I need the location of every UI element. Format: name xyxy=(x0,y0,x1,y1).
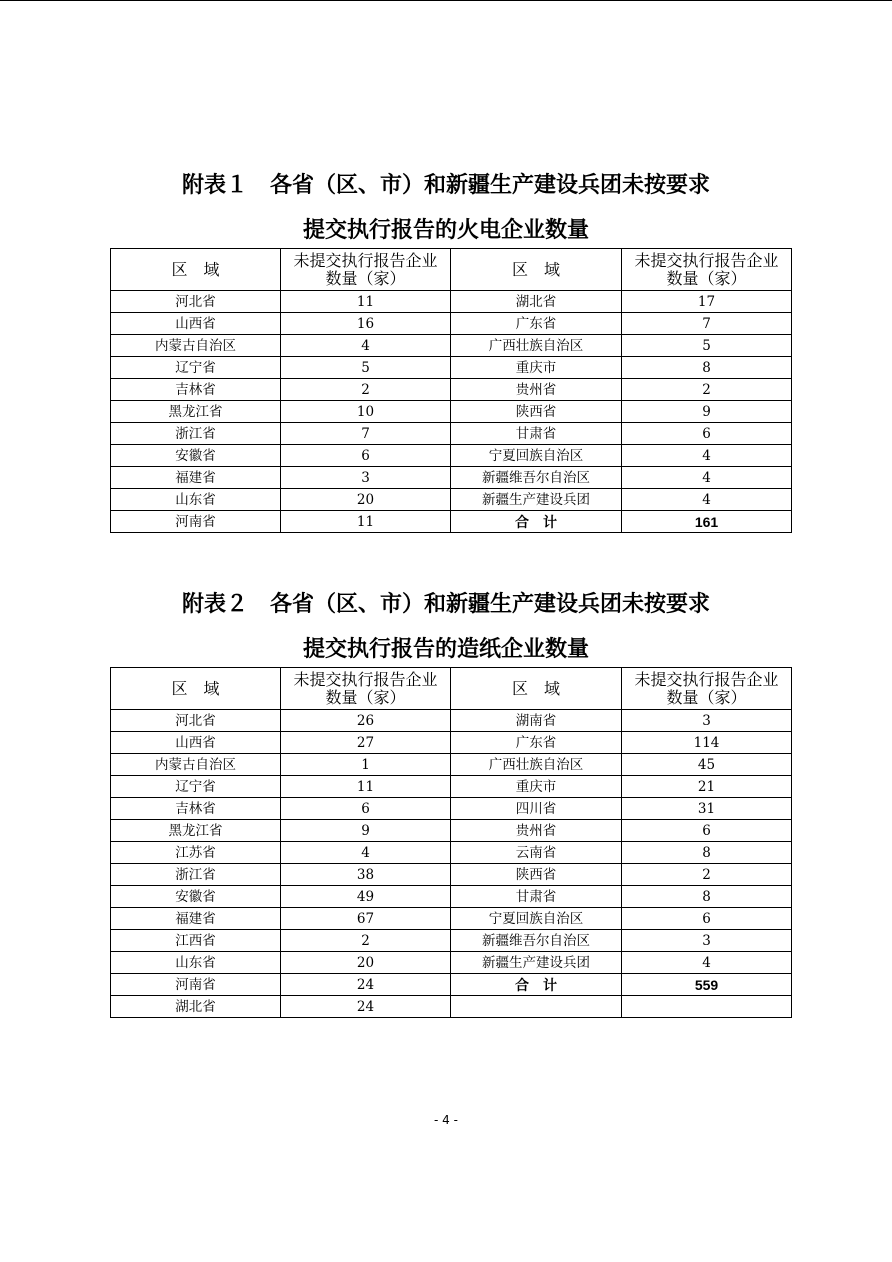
region-cell: 浙江省 xyxy=(111,864,281,886)
count-cell: 4 xyxy=(622,489,792,511)
region-cell: 河北省 xyxy=(111,710,281,732)
region-cell: 新疆生产建设兵团 xyxy=(451,489,622,511)
region-cell: 山西省 xyxy=(111,732,281,754)
count-cell: 67 xyxy=(281,908,451,930)
count-cell: 2 xyxy=(281,930,451,952)
count-cell: 27 xyxy=(281,732,451,754)
total-label-cell: 合 计 xyxy=(451,511,622,533)
table-row xyxy=(111,489,792,511)
table-row xyxy=(111,996,792,1018)
count-cell: 2 xyxy=(622,864,792,886)
region-cell: 黑龙江省 xyxy=(111,820,281,842)
region-cell: 河南省 xyxy=(111,974,281,996)
count-cell: 17 xyxy=(622,291,792,313)
region-cell: 宁夏回族自治区 xyxy=(451,908,622,930)
region-cell: 辽宁省 xyxy=(111,776,281,798)
region-cell: 新疆维吾尔自治区 xyxy=(451,930,622,952)
table2-header-row xyxy=(111,668,792,710)
count-cell: 1 xyxy=(281,754,451,776)
count-cell: 5 xyxy=(281,357,451,379)
count-cell: 9 xyxy=(622,401,792,423)
count-cell: 38 xyxy=(281,864,451,886)
total-value-cell: 161 xyxy=(622,511,792,533)
table-row xyxy=(111,908,792,930)
table-row xyxy=(111,291,792,313)
count-cell: 31 xyxy=(622,798,792,820)
table-row xyxy=(111,820,792,842)
region-cell: 江苏省 xyxy=(111,842,281,864)
count-cell: 4 xyxy=(622,467,792,489)
count-cell: 6 xyxy=(281,798,451,820)
table1-title-line1: 附表１ 各省（区、市）和新疆生产建设兵团未按要求 xyxy=(181,173,710,198)
table-row xyxy=(111,357,792,379)
table2-header-region-left: 区 域 xyxy=(111,668,281,710)
table-row xyxy=(111,379,792,401)
region-cell: 广西壮族自治区 xyxy=(451,335,622,357)
region-cell: 福建省 xyxy=(111,908,281,930)
count-cell: 4 xyxy=(622,952,792,974)
table-row xyxy=(111,335,792,357)
table2 xyxy=(110,667,792,1018)
region-cell: 辽宁省 xyxy=(111,357,281,379)
table-row xyxy=(111,423,792,445)
region-cell: 贵州省 xyxy=(451,820,622,842)
region-cell: 福建省 xyxy=(111,467,281,489)
region-cell: 四川省 xyxy=(451,798,622,820)
table-row xyxy=(111,776,792,798)
count-cell: 114 xyxy=(622,732,792,754)
table2-header-count-left xyxy=(281,668,451,710)
region-cell: 吉林省 xyxy=(111,379,281,401)
empty-cell xyxy=(622,996,792,1018)
region-cell: 新疆维吾尔自治区 xyxy=(451,467,622,489)
count-cell: 49 xyxy=(281,886,451,908)
table-row xyxy=(111,952,792,974)
count-cell: 2 xyxy=(622,379,792,401)
count-cell: 3 xyxy=(622,930,792,952)
count-cell: 45 xyxy=(622,754,792,776)
region-cell: 安徽省 xyxy=(111,886,281,908)
region-cell: 贵州省 xyxy=(451,379,622,401)
count-cell: 7 xyxy=(622,313,792,335)
table-row xyxy=(111,467,792,489)
region-cell: 浙江省 xyxy=(111,423,281,445)
region-cell: 陕西省 xyxy=(451,401,622,423)
table1-header-row xyxy=(111,249,792,291)
region-cell: 广西壮族自治区 xyxy=(451,754,622,776)
region-cell: 广东省 xyxy=(451,313,622,335)
count-cell: 20 xyxy=(281,489,451,511)
region-cell: 黑龙江省 xyxy=(111,401,281,423)
count-cell: 21 xyxy=(622,776,792,798)
count-cell: 2 xyxy=(281,379,451,401)
table-row xyxy=(111,313,792,335)
region-cell: 山东省 xyxy=(111,489,281,511)
table-row xyxy=(111,930,792,952)
region-cell: 宁夏回族自治区 xyxy=(451,445,622,467)
count-cell: 6 xyxy=(622,908,792,930)
region-cell: 云南省 xyxy=(451,842,622,864)
table1-header-region-left: 区 域 xyxy=(111,249,281,291)
region-cell: 湖北省 xyxy=(451,291,622,313)
region-cell: 山东省 xyxy=(111,952,281,974)
region-cell: 重庆市 xyxy=(451,357,622,379)
region-cell: 吉林省 xyxy=(111,798,281,820)
count-cell: 11 xyxy=(281,511,451,533)
count-cell: 20 xyxy=(281,952,451,974)
count-cell: 10 xyxy=(281,401,451,423)
table1-header-count-left xyxy=(281,249,451,291)
table2-header-count-left-text: 未提交执行报告企业数量（家） xyxy=(293,669,438,707)
count-cell: 8 xyxy=(622,886,792,908)
table-row xyxy=(111,401,792,423)
count-cell: 9 xyxy=(281,820,451,842)
table2-title-line2: 提交执行报告的造纸企业数量 xyxy=(302,637,589,662)
region-cell: 甘肃省 xyxy=(451,423,622,445)
table1-header-region-right: 区 域 xyxy=(451,249,622,291)
table1-header-count-left-text: 未提交执行报告企业数量（家） xyxy=(293,250,438,288)
count-cell: 11 xyxy=(281,291,451,313)
table1-header-count-right-text: 未提交执行报告企业数量（家） xyxy=(634,250,779,288)
region-cell: 山西省 xyxy=(111,313,281,335)
region-cell: 江西省 xyxy=(111,930,281,952)
count-cell: 8 xyxy=(622,357,792,379)
count-cell: 26 xyxy=(281,710,451,732)
count-cell: 3 xyxy=(622,710,792,732)
region-cell: 河北省 xyxy=(111,291,281,313)
total-label-cell: 合 计 xyxy=(451,974,622,996)
table-row xyxy=(111,445,792,467)
count-cell: 5 xyxy=(622,335,792,357)
count-cell: 6 xyxy=(622,820,792,842)
table-row xyxy=(111,798,792,820)
count-cell: 8 xyxy=(622,842,792,864)
total-value-cell: 559 xyxy=(622,974,792,996)
region-cell: 内蒙古自治区 xyxy=(111,335,281,357)
table1-header-count-right xyxy=(622,249,792,291)
count-cell: 24 xyxy=(281,974,451,996)
count-cell: 11 xyxy=(281,776,451,798)
table1-title-line2: 提交执行报告的火电企业数量 xyxy=(302,218,589,243)
count-cell: 7 xyxy=(281,423,451,445)
region-cell: 甘肃省 xyxy=(451,886,622,908)
table-row xyxy=(111,710,792,732)
table-row xyxy=(111,886,792,908)
table-row-total xyxy=(111,511,792,533)
table-row xyxy=(111,732,792,754)
count-cell: 4 xyxy=(281,842,451,864)
count-cell: 16 xyxy=(281,313,451,335)
page-number: - 4 - xyxy=(434,1113,458,1127)
region-cell: 安徽省 xyxy=(111,445,281,467)
region-cell: 河南省 xyxy=(111,511,281,533)
count-cell: 6 xyxy=(622,423,792,445)
table-row xyxy=(111,864,792,886)
table2-header-count-right-text: 未提交执行报告企业数量（家） xyxy=(634,669,779,707)
region-cell: 广东省 xyxy=(451,732,622,754)
region-cell: 内蒙古自治区 xyxy=(111,754,281,776)
region-cell: 陕西省 xyxy=(451,864,622,886)
count-cell: 24 xyxy=(281,996,451,1018)
count-cell: 3 xyxy=(281,467,451,489)
table2-title-line1: 附表２ 各省（区、市）和新疆生产建设兵团未按要求 xyxy=(181,592,710,617)
empty-cell xyxy=(451,996,622,1018)
region-cell: 湖北省 xyxy=(111,996,281,1018)
region-cell: 新疆生产建设兵团 xyxy=(451,952,622,974)
table-row-total xyxy=(111,974,792,996)
count-cell: 4 xyxy=(622,445,792,467)
count-cell: 4 xyxy=(281,335,451,357)
table-row xyxy=(111,754,792,776)
count-cell: 6 xyxy=(281,445,451,467)
table2-header-count-right xyxy=(622,668,792,710)
table2-header-region-right: 区 域 xyxy=(451,668,622,710)
table-row xyxy=(111,842,792,864)
top-rule xyxy=(0,0,892,1)
region-cell: 重庆市 xyxy=(451,776,622,798)
table1 xyxy=(110,248,792,533)
region-cell: 湖南省 xyxy=(451,710,622,732)
